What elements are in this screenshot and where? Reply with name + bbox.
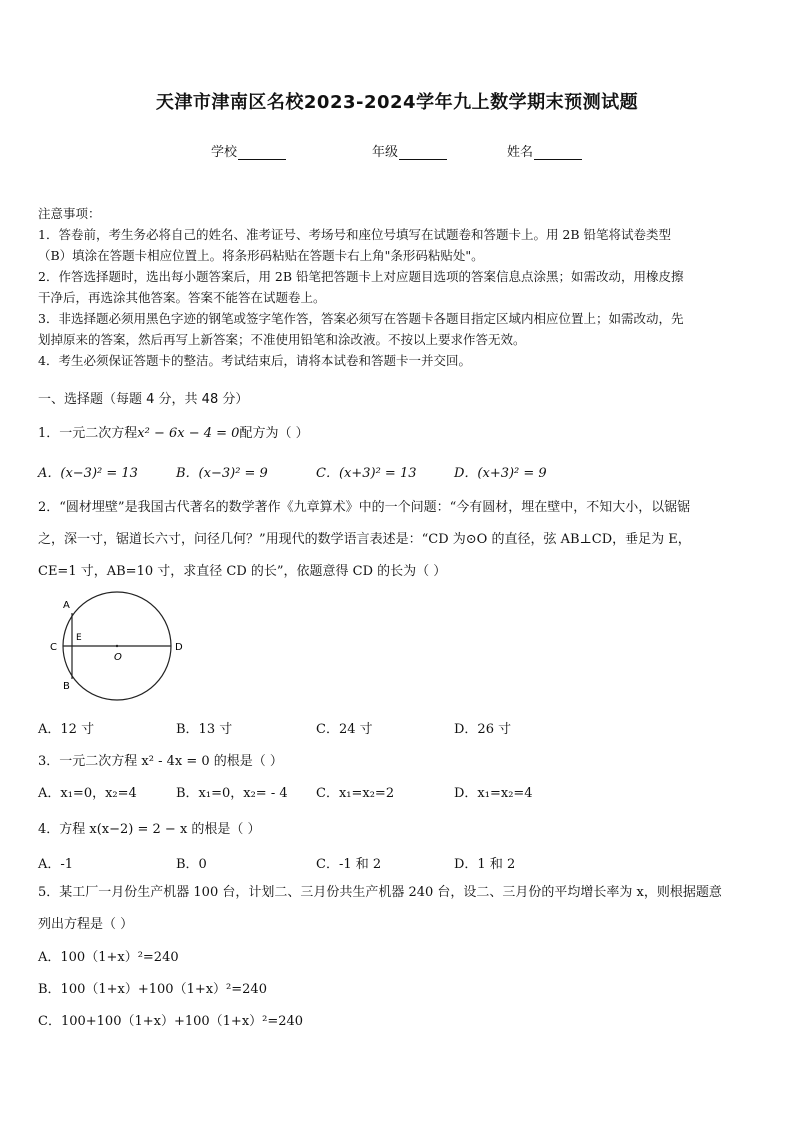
q3-option-d: D．x₁=x₂=4 (454, 786, 533, 801)
school-blank (238, 146, 286, 160)
q1-stem-pre: 1．一元二次方程 (38, 426, 138, 441)
q2-line: CE=1 寸，AB=10 寸，求直径 CD 的长”，依题意得 CD 的长为（ ） (38, 564, 447, 579)
q2-line: 之，深一寸，锯道长六寸，问径几何？”用现代的数学语言表述是：“CD 为⊙O 的直径，弦 AB⊥CD，垂足为 E， (38, 532, 691, 547)
name-label: 姓名 (507, 145, 534, 160)
q1-option-a: A．(x−3)² = 13 (38, 466, 138, 481)
q5-option-a: A．100（1+x）²=240 (38, 950, 179, 965)
q5-option-c: C．100+100（1+x）+100（1+x）²=240 (38, 1014, 304, 1029)
grade-field (372, 141, 447, 160)
question-3-stem: 3．一元二次方程 x² - 4x = 0 的根是（ ） (38, 754, 283, 769)
q3-option-c: C．x₁=x₂=2 (316, 786, 395, 801)
grade-label: 年级 (372, 145, 399, 160)
school-label: 学校 (211, 145, 238, 160)
label-b: B (63, 681, 70, 692)
page-title: 天津市津南区名校2023-2024学年九上数学期末预测试题 (155, 92, 639, 113)
q2-line: 2．“圆材埋壁”是我国古代著名的数学著作《九章算术》中的一个问题：“今有圆材，埋在壁中，不知大小，以锯锯 (38, 500, 691, 515)
label-e: E (76, 633, 82, 643)
q5-option-b: B．100（1+x）+100（1+x）²=240 (38, 982, 267, 997)
question-2-stem (38, 492, 760, 588)
q4-option-a: A．-1 (38, 857, 74, 872)
name-blank (534, 146, 582, 160)
notice-line: 干净后，再选涂其他答案。答案不能答在试题卷上。 (38, 290, 326, 305)
q1-equation: x² − 6x − 4 = 0 (137, 426, 240, 441)
q5-line: 列出方程是（ ） (38, 917, 134, 932)
question-5-stem (38, 877, 760, 941)
q1-option-d: D．(x+3)² = 9 (454, 466, 547, 481)
q4-option-d: D．1 和 2 (454, 857, 516, 872)
q3-option-b: B．x₁=0，x₂= - 4 (176, 786, 288, 801)
label-d: D (175, 642, 183, 653)
q2-option-d: D．26 寸 (454, 722, 512, 737)
notice-line: 划掉原来的答案，然后再写上新答案；不准使用铅笔和涂改液。不按以上要求作答无效。 (38, 332, 526, 347)
notice-line: 1．答卷前，考生务必将自己的姓名、准考证号、考场号和座位号填写在试题卷和答题卡上。用 2B 铅笔将试卷类型 (38, 227, 672, 242)
circle-diagram (44, 588, 194, 708)
label-o: O (114, 652, 122, 663)
name-field (507, 141, 582, 160)
question-4-stem: 4．方程 x(x−2) = 2 − x 的根是（ ） (38, 822, 261, 837)
question-1-stem (38, 422, 309, 441)
q4-option-b: B．0 (176, 857, 207, 872)
notice-heading: 注意事项： (38, 206, 101, 221)
notice-block (38, 203, 760, 371)
q1-option-c: C．(x+3)² = 13 (316, 466, 417, 481)
notice-line: 4．考生必须保证答题卡的整洁。考试结束后，请将本试卷和答题卡一并交回。 (38, 353, 471, 368)
q3-option-a: A．x₁=0，x₂=4 (38, 786, 137, 801)
q5-line: 5．某工厂一月份生产机器 100 台，计划二、三月份共生产机器 240 台，设二、三月份的平均增长率为 x，则根据题意 (38, 885, 722, 900)
notice-line: 2．作答选择题时，选出每小题答案后，用 2B 铅笔把答题卡上对应题目选项的答案信息点涂黑；如需改动，用橡皮擦 (38, 269, 684, 284)
grade-blank (399, 146, 447, 160)
q2-option-a: A．12 寸 (38, 722, 95, 737)
q1-stem-post: 配方为（ ） (239, 426, 309, 441)
center-point (116, 645, 118, 647)
notice-line: （B）填涂在答题卡相应位置上。将条形码粘贴在答题卡右上角"条形码粘贴处"。 (38, 248, 484, 263)
notice-line: 3．非选择题必须用黑色字迹的钢笔或签字笔作答，答案必须写在答题卡各题目指定区域内相应位置上；如需改动，先 (38, 311, 684, 326)
q2-option-b: B．13 寸 (176, 722, 233, 737)
q4-option-c: C．-1 和 2 (316, 857, 382, 872)
section-heading: 一、选择题（每题 4 分，共 48 分） (38, 392, 249, 407)
q2-option-c: C．24 寸 (316, 722, 373, 737)
q1-option-b: B．(x−3)² = 9 (176, 466, 268, 481)
label-c: C (50, 642, 57, 653)
student-info-fields (0, 141, 794, 161)
school-field (211, 141, 286, 160)
label-a: A (63, 600, 70, 611)
